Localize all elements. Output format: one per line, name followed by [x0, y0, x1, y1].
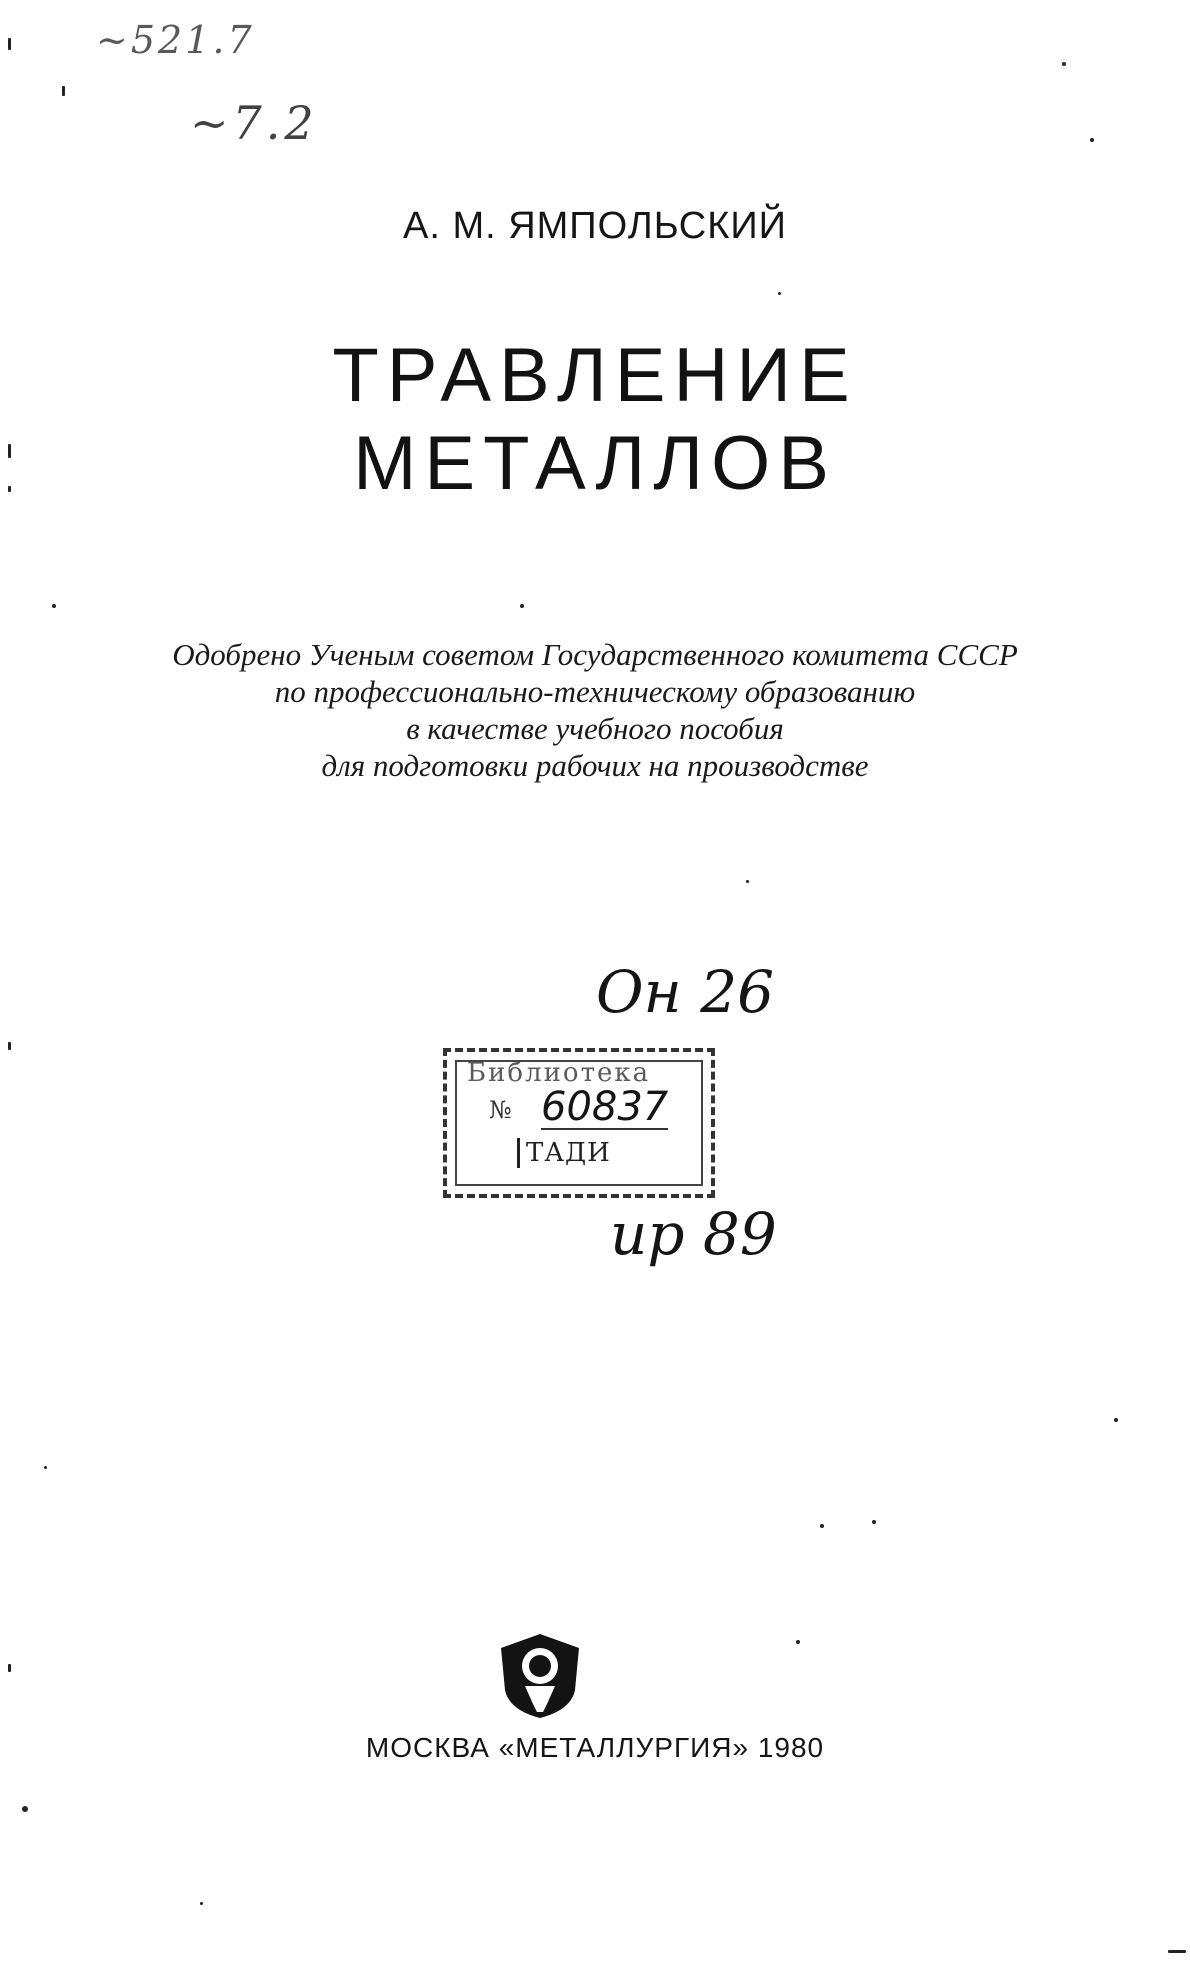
scan-speck	[8, 444, 11, 458]
scan-speck	[820, 1524, 824, 1528]
library-stamp-title: Библиотека	[467, 1058, 651, 1088]
scan-speck	[62, 86, 65, 96]
scan-speck	[520, 604, 524, 608]
scan-speck	[200, 1902, 203, 1905]
library-stamp-number: 60837	[541, 1084, 669, 1130]
book-title	[0, 332, 1190, 508]
library-stamp	[443, 1048, 715, 1198]
handwritten-catalog-mark-2: ~7.2	[190, 96, 318, 150]
scan-speck	[1062, 62, 1066, 66]
scan-speck	[8, 1664, 11, 1672]
handwritten-catalog-mark-1: ~521.7	[96, 18, 255, 62]
approval-line-4: для подготовки рабочих на производстве	[321, 748, 869, 783]
scan-speck	[8, 486, 11, 492]
approval-line-2: по профессионально-техническому образованию	[274, 674, 916, 709]
scan-speck	[52, 604, 56, 608]
scan-speck	[1168, 1950, 1186, 1953]
scan-speck	[44, 1466, 47, 1469]
publisher-imprint: МОСКВА «МЕТАЛЛУРГИЯ» 1980	[365, 1732, 825, 1763]
scan-speck	[746, 880, 749, 883]
approval-line-3: в качестве учебного пособия	[406, 711, 784, 746]
scan-speck	[8, 1042, 11, 1050]
library-stamp-institution: ТАДИ	[517, 1138, 611, 1168]
handwritten-upper-note: Он 26	[596, 958, 774, 1026]
book-title-line-1: ТРАВЛЕНИЕ	[332, 333, 858, 418]
author-name: А. М. ЯМПОЛЬСКИЙ	[402, 205, 787, 247]
scan-speck	[1114, 1418, 1118, 1422]
approval-note	[0, 636, 1190, 784]
scan-speck	[22, 1806, 28, 1812]
handwritten-lower-note: ир 89	[610, 1200, 777, 1268]
library-stamp-number-sign: №	[489, 1096, 512, 1124]
scan-speck	[1090, 138, 1094, 142]
scan-speck	[796, 1640, 800, 1644]
publisher-emblem-icon	[495, 1630, 585, 1722]
scan-speck	[778, 292, 781, 295]
scan-speck	[872, 1520, 876, 1524]
approval-line-1: Одобрено Ученым советом Государственного комитета СССР	[172, 637, 1018, 672]
scan-speck	[8, 38, 11, 50]
book-title-line-2: МЕТАЛЛОВ	[353, 421, 837, 506]
